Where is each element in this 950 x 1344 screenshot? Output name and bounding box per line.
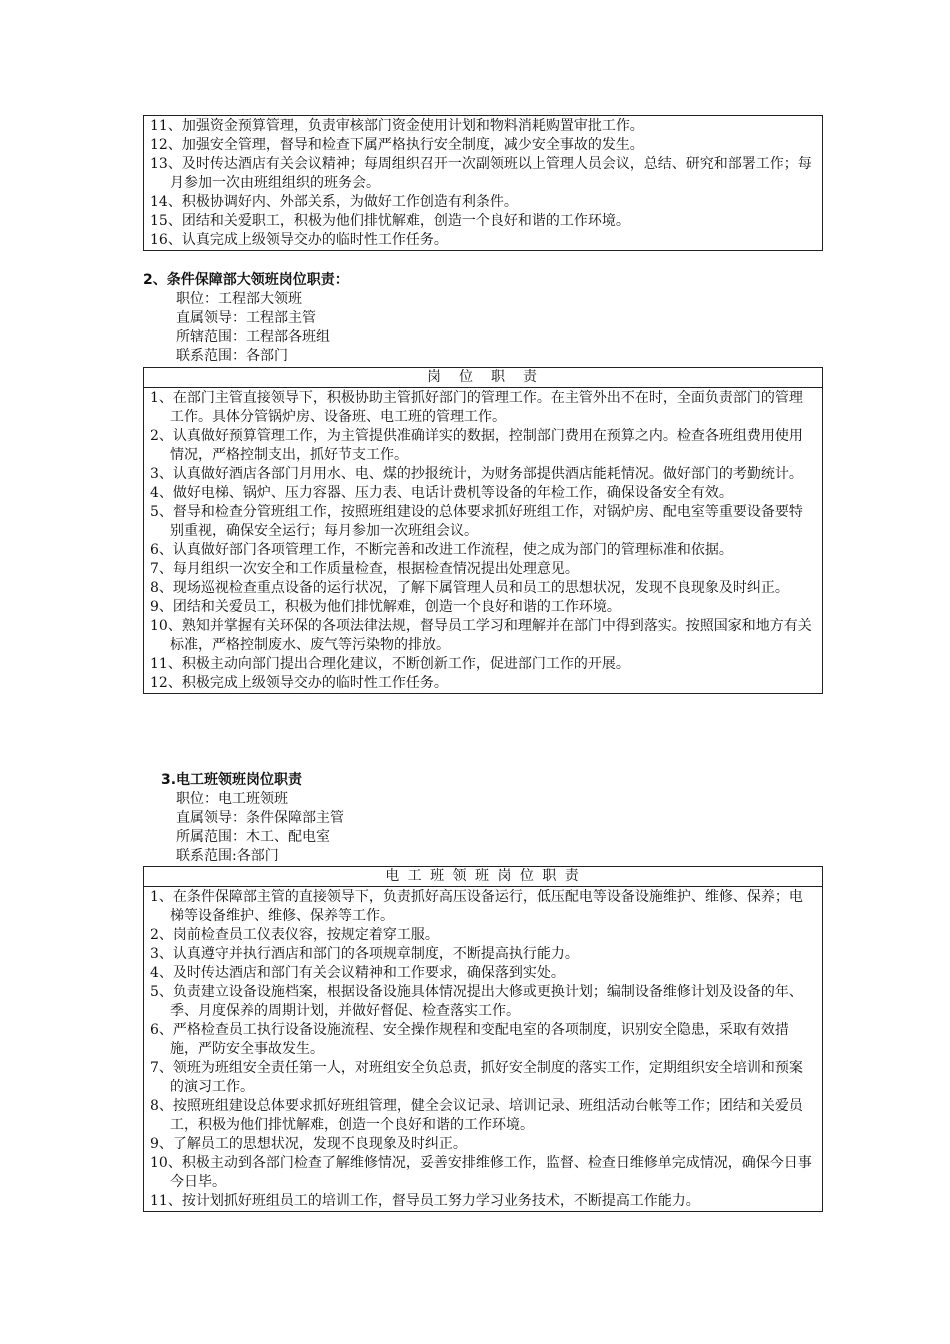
duty-item: 14、积极协调好内、外部关系，为做好工作创造有利条件。 [150,194,518,210]
duty-item: 10、积极主动到各部门检查了解维修情况，妥善安排维修工作，监督、检查日维修单完成情况，确保今日事今日毕。 [150,1155,812,1190]
duty-item: 7、每月组织一次安全和工作质量检查，根据检查情况提出处理意见。 [150,561,579,577]
job-contact: 联系范围：各部门 [176,348,288,364]
duty-item: 16、认真完成上级领导交办的临时性工作任务。 [150,232,448,248]
duties-list [144,388,822,693]
duties-list [144,887,822,1211]
duty-item: 15、团结和关爱职工，积极为他们排忧解难，创造一个良好和谐的工作环境。 [150,213,630,229]
duty-item: 5、负责建立设备设施档案，根据设备设施具体情况提出大修或更换计划；编制设备维修计划及设备的年、季、月度保养的周期计划，并做好督促、检查落实工作。 [150,984,803,1019]
table-header: 岗 位 职 责 [144,368,822,388]
job-scope: 所辖范围：工程部各班组 [176,329,330,345]
duty-item: 4、及时传达酒店和部门有关会议精神和工作要求，确保落到实处。 [150,965,565,981]
duty-item: 3、认真做好酒店各部门月用水、电、煤的抄报统计，为财务部提供酒店能耗情况。做好部门的考勤统计。 [150,466,803,482]
duty-item: 9、了解员工的思想状况，发现不良现象及时纠正。 [150,1136,467,1152]
duty-item: 11、加强资金预算管理，负责审核部门资金使用计划和物料消耗购置审批工作。 [150,118,644,134]
table-header: 电 工 班 领 班 岗 位 职 责 [144,867,822,887]
section-title: 3.电工班领班岗位职责 [161,772,303,788]
duty-item: 12、加强安全管理，督导和检查下属严格执行安全制度，减少安全事故的发生。 [150,137,644,153]
job-info [176,290,330,366]
duty-item: 5、督导和检查分管班组工作，按照班组建设的总体要求抓好班组工作，对锅炉房、配电室等重要设备要特别重视，确保安全运行；每月参加一次班组会议。 [150,504,803,539]
duty-item: 8、按照班组建设总体要求抓好班组管理，健全会议记录、培训记录、班组活动台帐等工作；团结和关爱员工，积极为他们排忧解难，创造一个良好和谐的工作环境。 [150,1098,803,1133]
duties-box [143,866,823,1212]
duty-item: 11、按计划抓好班组员工的培训工作，督导员工努力学习业务技术，不断提高工作能力。 [150,1193,700,1209]
duties-box-continued [143,115,823,251]
job-leader: 直属领导：条件保障部主管 [176,810,344,826]
duties-box [143,367,823,694]
duty-item: 12、积极完成上级领导交办的临时性工作任务。 [150,675,448,691]
duty-item: 6、严格检查员工执行设备设施流程、安全操作规程和变配电室的各项制度，识别安全隐患，采取有效措施，严防安全事故发生。 [150,1022,789,1057]
job-scope: 所属范围：木工、配电室 [176,829,330,845]
duty-item: 3、认真遵守并执行酒店和部门的各项规章制度，不断提高执行能力。 [150,946,579,962]
job-position: 职位：电工班领班 [176,791,288,807]
duties-list [144,116,822,250]
job-info [176,790,344,866]
job-contact: 联系范围:各部门 [176,848,279,864]
duty-item: 13、及时传达酒店有关会议精神；每周组织召开一次副领班以上管理人员会议，总结、研究和部署工作；每月参加一次由班组组织的班务会。 [150,156,812,191]
duty-item: 11、积极主动向部门提出合理化建议，不断创新工作，促进部门工作的开展。 [150,656,630,672]
duty-item: 10、熟知并掌握有关环保的各项法律法规，督导员工学习和理解并在部门中得到落实。按照国家和地方有关标准，严格控制废水、废气等污染物的排放。 [150,618,812,653]
duty-item: 7、领班为班组安全责任第一人，对班组安全负总责，抓好安全制度的落实工作，定期组织安全培训和预案的演习工作。 [150,1060,803,1095]
duty-item: 1、在部门主管直接领导下，积极协助主管抓好部门的管理工作。在主管外出不在时，全面负责部门的管理工作。具体分管锅炉房、设备班、电工班的管理工作。 [150,390,803,425]
duty-item: 8、现场巡视检查重点设备的运行状况，了解下属管理人员和员工的思想状况，发现不良现象及时纠正。 [150,580,789,596]
duty-item: 1、在条件保障部主管的直接领导下，负责抓好高压设备运行，低压配电等设备设施维护、维修、保养；电梯等设备维护、维修、保养等工作。 [150,889,803,924]
duty-item: 4、做好电梯、锅炉、压力容器、压力表、电话计费机等设备的年检工作，确保设备安全有效。 [150,485,733,501]
duty-item: 9、团结和关爱员工，积极为他们排忧解难，创造一个良好和谐的工作环境。 [150,599,621,615]
section-title: 2、条件保障部大领班岗位职责： [143,272,349,288]
duty-item: 2、岗前检查员工仪表仪容，按规定着穿工服。 [150,927,439,943]
duty-item: 6、认真做好部门各项管理工作，不断完善和改进工作流程，使之成为部门的管理标准和依据。 [150,542,733,558]
job-position: 职位：工程部大领班 [176,291,302,307]
job-leader: 直属领导：工程部主管 [176,310,316,326]
duty-item: 2、认真做好预算管理工作，为主管提供准确详实的数据，控制部门费用在预算之内。检查各班组费用使用情况，严格控制支出，抓好节支工作。 [150,428,803,463]
